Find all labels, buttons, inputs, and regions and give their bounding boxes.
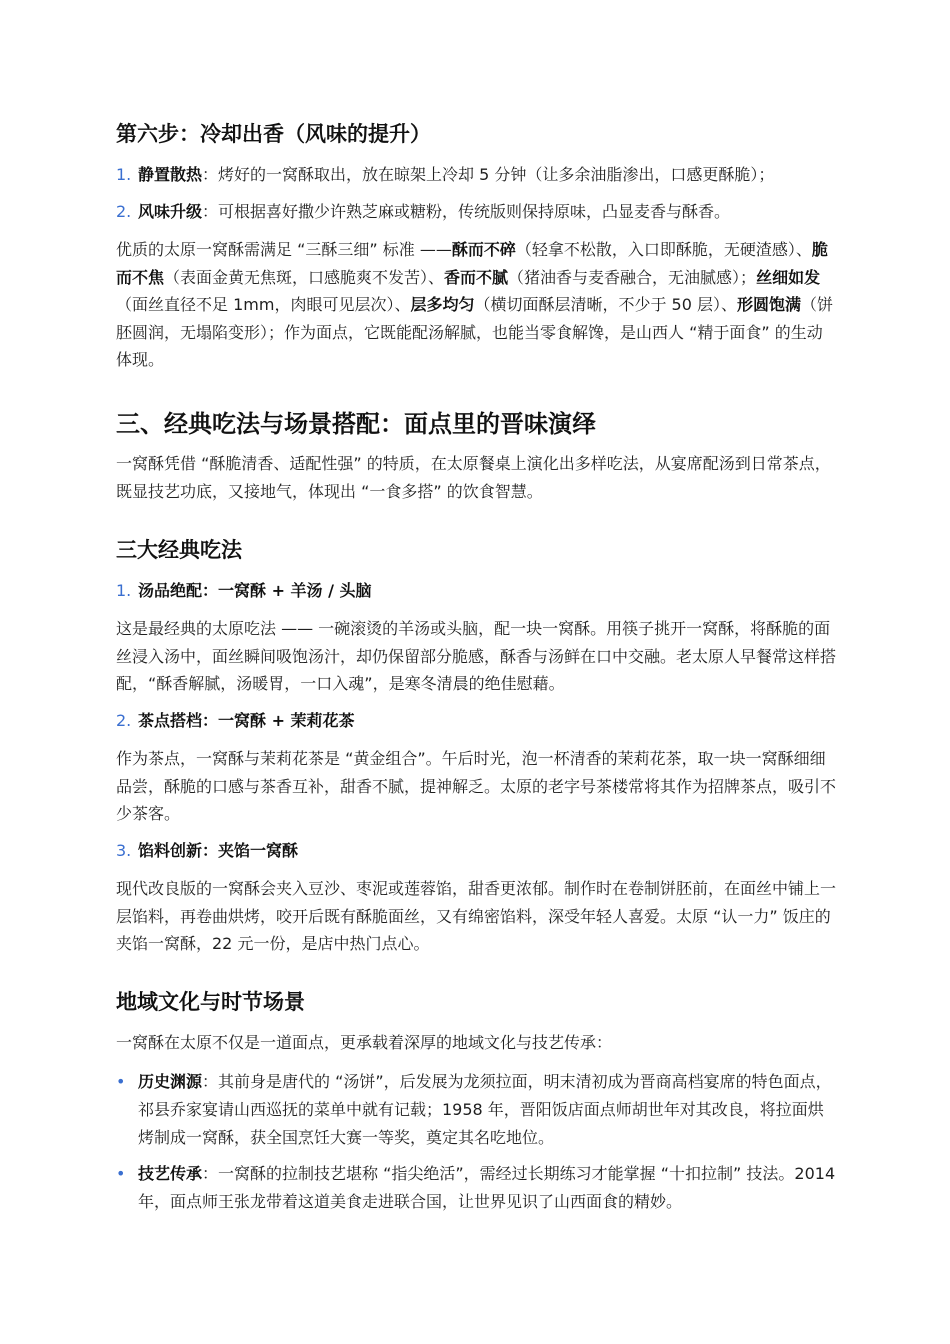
culture-item-history: 历史渊源：其前身是唐代的 “汤饼”，后发展为龙须拉面，明末清初成为晋商高档宴席的特色面点，祁县乔家宴请山西巡抚的菜单中就有记载；1958 年，晋阳饭店面点师胡世年对其改良，将拉面烘烤制成一窝酥，获全国烹饪大赛一等奖，奠定其名吃地位。 <box>138 1072 832 1147</box>
list-number: 1. <box>116 165 132 184</box>
section3-intro: 一窝酥凭借 “酥脆清香、适配性强” 的特质，在太原餐桌上演化出多样吃法，从宴席配汤到日常茶点，既显技艺功底，又接地气，体现出 “一食多搭” 的饮食智慧。 <box>116 454 831 501</box>
classic-item-1-label: 1. 汤品绝配：一窝酥 + 羊汤 / 头脑 <box>116 581 372 600</box>
step6-item-1 <box>116 164 774 186</box>
list-number: 1. <box>116 581 132 600</box>
culture-heading: 地域文化与时节场景 <box>116 990 305 1014</box>
item-label: 静置散热 <box>138 165 203 184</box>
classic-item-3-text: 现代改良版的一窝酥会夹入豆沙、枣泥或莲蓉馅，甜香更浓郁。制作时在卷制饼胚前，在面丝中铺上一层馅料，再卷曲烘烤，咬开后既有酥脆面丝，又有绵密馅料，深受年轻人喜爱。太原 “认一力” 饭庄的夹馅一窝酥，22 元一份，是店中热门点心。 <box>116 879 837 953</box>
classic-item-2-label: 2. 茶点搭档：一窝酥 + 茉莉花茶 <box>116 711 355 730</box>
step6-item-2 <box>116 201 730 223</box>
culture-item-craft: 技艺传承：一窝酥的拉制技艺堪称 “指尖绝活”，需经过长期练习才能掌握 “十扣拉制” 技法。2014 年，面点师王张龙带着这道美食走进联合国，让世界见识了山西面食的精妙。 <box>138 1164 836 1211</box>
step6-heading: 第六步：冷却出香（风味的提升） <box>116 122 431 146</box>
item-text: ：可根据喜好撒少许熟芝麻或糖粉，传统版则保持原味，凸显麦香与酥香。 <box>202 202 731 221</box>
list-number: 2. <box>116 711 132 730</box>
list-number: 3. <box>116 841 132 860</box>
bullet-icon: • <box>116 1164 126 1183</box>
classic-item-2-text: 作为茶点，一窝酥与茉莉花茶是 “黄金组合”。午后时光，泡一杯清香的茉莉花茶，取一块一窝酥细细品尝，酥脆的口感与茶香互补，甜香不腻，提神解乏。太原的老字号茶楼常将其作为招牌茶点，吸引不少茶客。 <box>116 749 837 823</box>
culture-intro: 一窝酥在太原不仅是一道面点，更承载着深厚的地域文化与技艺传承： <box>116 1033 613 1052</box>
classic-heading: 三大经典吃法 <box>116 538 242 562</box>
classic-item-1-text: 这是最经典的太原吃法 —— 一碗滚烫的羊汤或头脑，配一块一窝酥。用筷子挑开一窝酥，将酥脆的面丝浸入汤中，面丝瞬间吸饱汤汁，却仍保留部分脆感，酥香与汤鲜在口中交融。老太原人早餐常这样搭配，“酥香解腻，汤暖胃，一口入魂”，是寒冬清晨的绝佳慰藉。 <box>116 619 837 693</box>
item-label: 风味升级 <box>138 202 203 221</box>
list-number: 2. <box>116 202 132 221</box>
classic-item-3-label: 3. 馅料创新：夹馅一窝酥 <box>116 841 299 860</box>
quality-paragraph: 优质的太原一窝酥需满足 “三酥三细” 标准 ——酥而不碎（轻拿不松散，入口即酥脆，无硬渣感）、脆而不焦（表面金黄无焦斑，口感脆爽不发苦）、香而不腻（猪油香与麦香融合，无油腻感）；丝细如发（面丝直径不足 1mm，肉眼可见层次）、层多均匀（横切面酥层清晰，不少于 50 层）、形圆饱满（饼胚圆润，无塌陷变形）；作为面点，它既能配汤解腻，也能当零食解馋，是山西人 “精于面食” 的生动体现。 <box>116 240 834 369</box>
section3-heading: 三、经典吃法与场景搭配：面点里的晋味演绎 <box>116 410 596 438</box>
bullet-icon: • <box>116 1072 126 1091</box>
item-text: ：烤好的一窝酥取出，放在晾架上冷却 5 分钟（让多余油脂渗出，口感更酥脆）； <box>202 165 775 184</box>
